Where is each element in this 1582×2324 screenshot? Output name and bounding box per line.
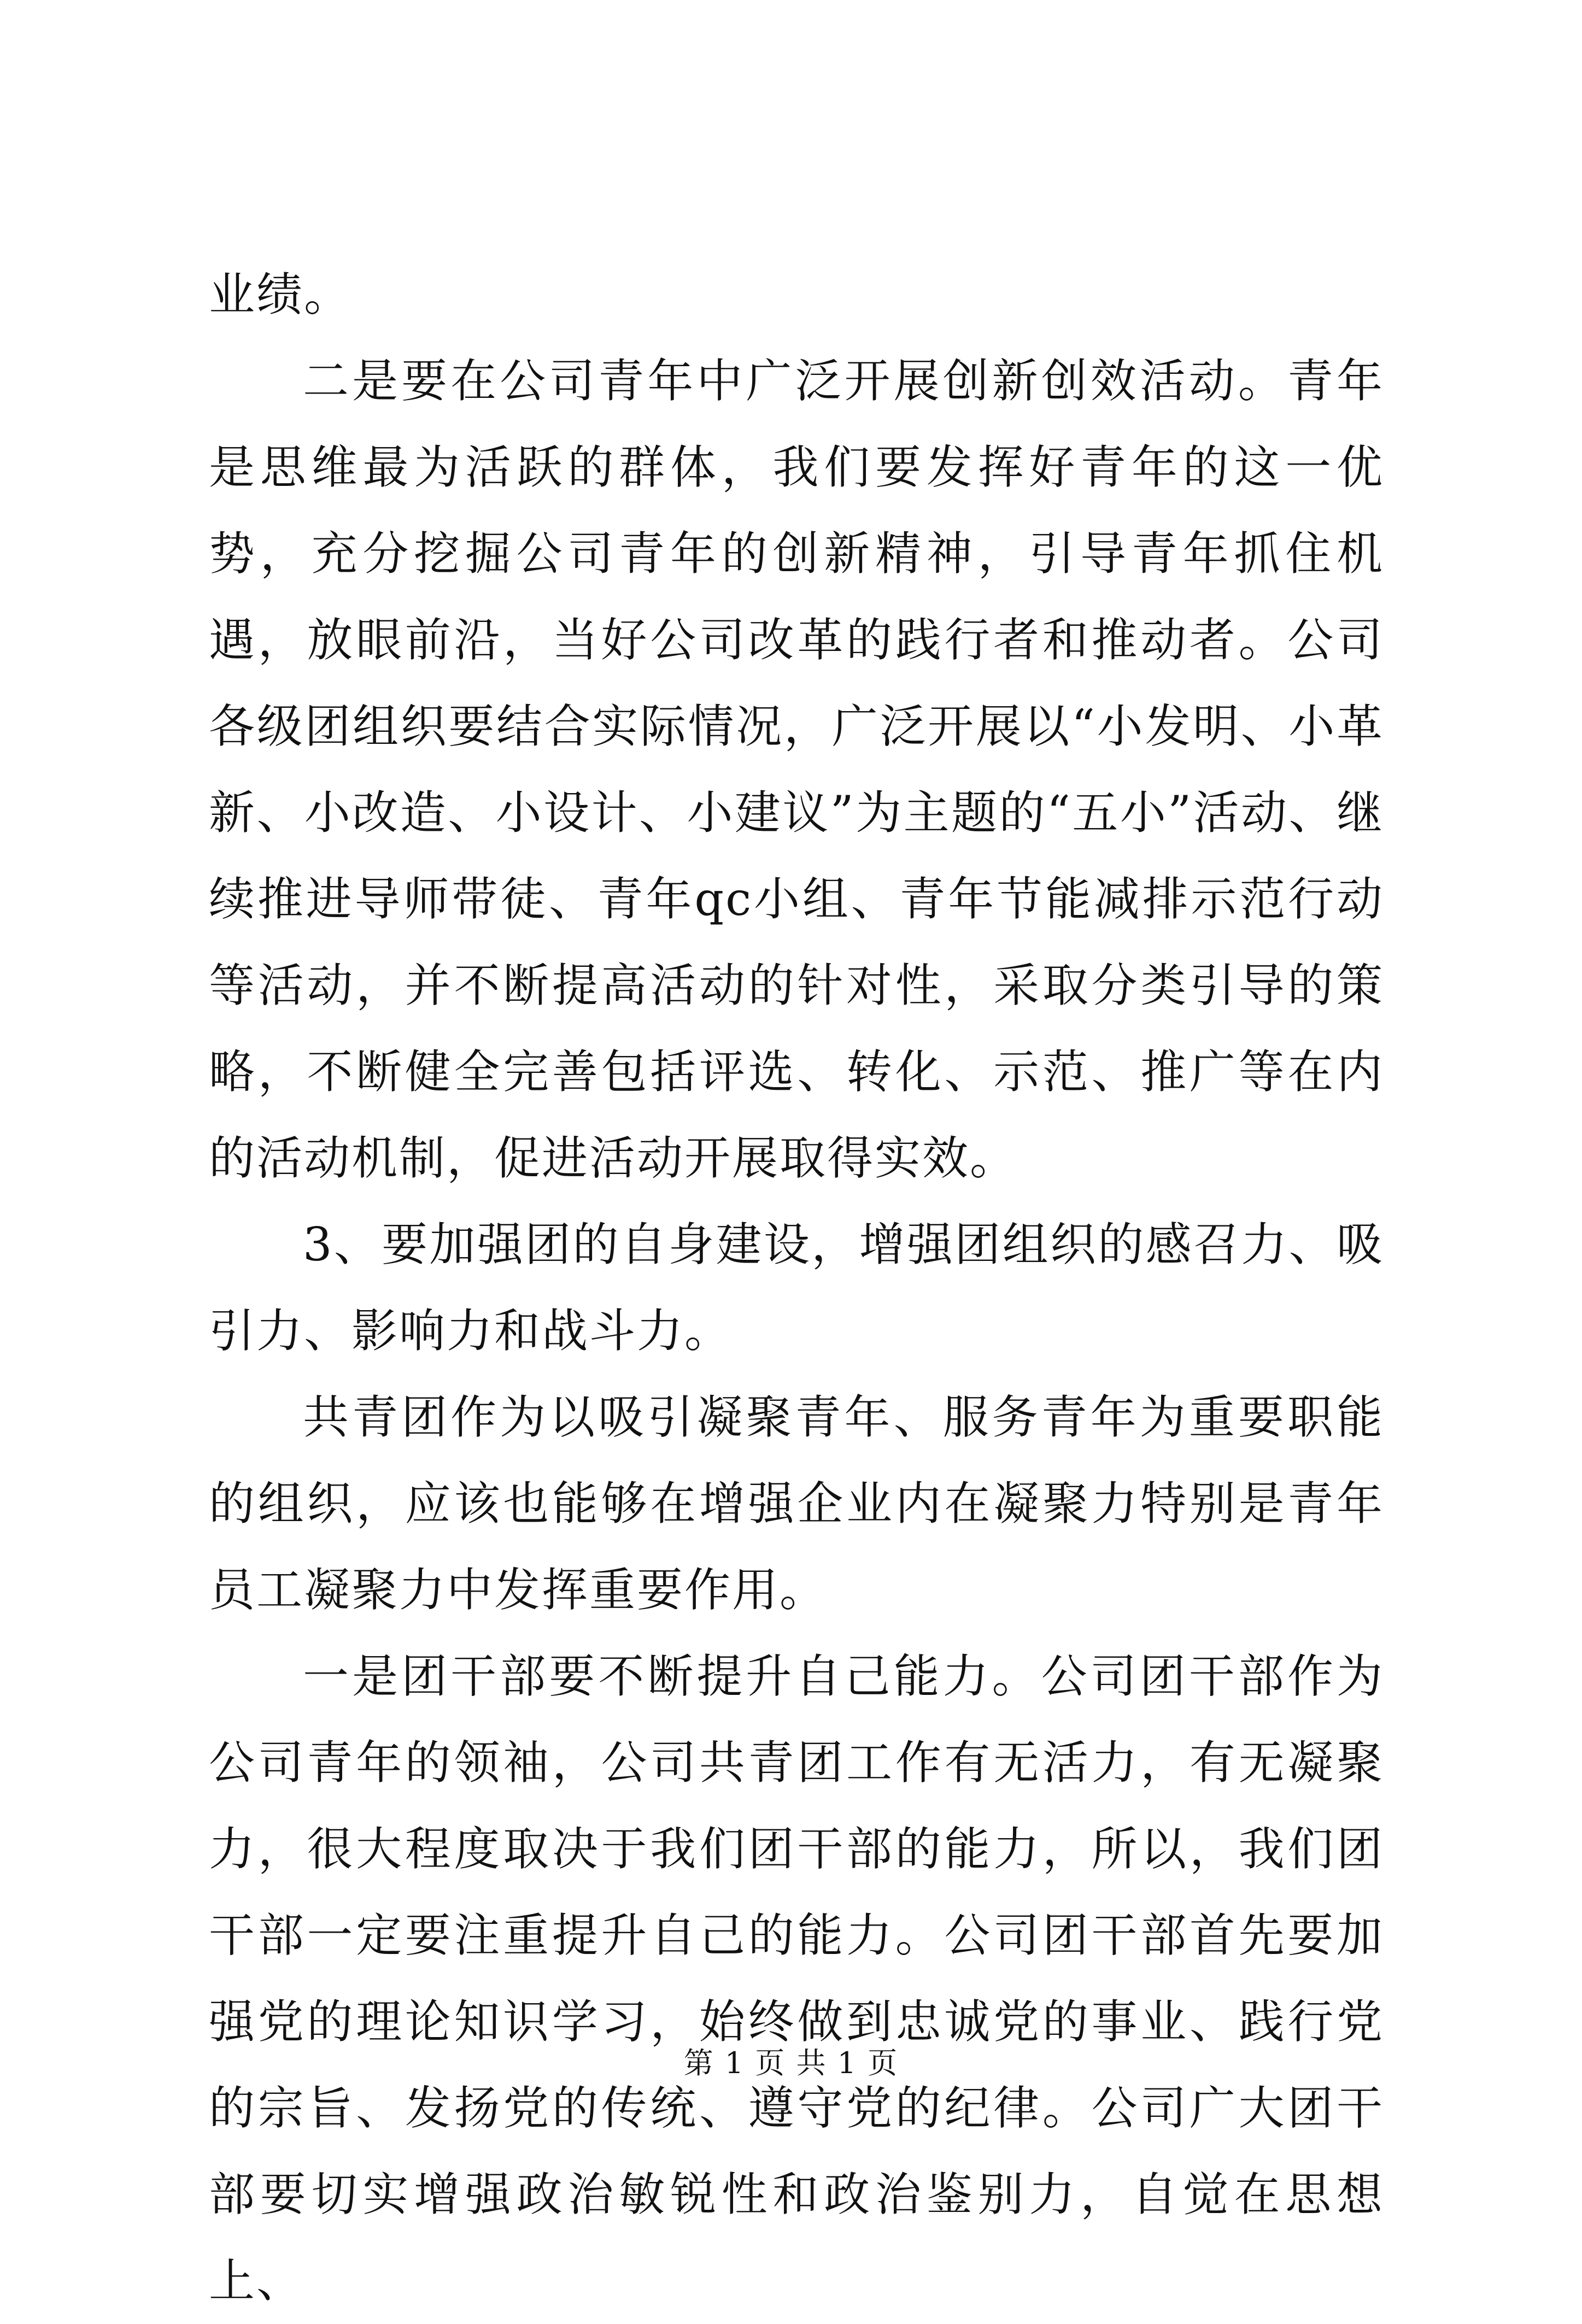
document-body (209, 251, 1384, 2324)
paragraph-continuation: 业绩。 (209, 268, 352, 321)
paragraph-innovation-activities: 二是要在公司青年中广泛开展创新创效活动。青年是思维最为活跃的群体，我们要发挥好青年的这一优势，充分挖掘公司青年的创新精神，引导青年抓住机遇，放眼前沿，当好公司改革的践行者和推动者。公司各级团组织要结合实际情况，广泛开展以“小发明、小革新、小改造、小设计、小建议”为主题的“五小”活动、继续推进导师带徒、青年qc小组、青年节能减排示范行动等活动，并不断提高活动的针对性，采取分类引导的策略，不断健全完善包括评选、转化、示范、推广等在内的活动机制，促进活动开展取得实效。 (209, 354, 1384, 1185)
paragraph-league-role: 共青团作为以吸引凝聚青年、服务青年为重要职能的组织，应该也能够在增强企业内在凝聚力特别是青年员工凝聚力中发挥重要作用。 (209, 1390, 1384, 1617)
page-footer: 第 1 页 共 1 页 (683, 2046, 899, 2080)
paragraph-cadre-ability: 一是团干部要不断提升自己能力。公司团干部作为公司青年的领袖，公司共青团工作有无活力，有无凝聚力，很大程度取决于我们团干部的能力，所以，我们团干部一定要注重提升自己的能力。公司团干部首先要加强党的理论知识学习，始终做到忠诚党的事业、践行党的宗旨、发扬党的传统、遵守党的纪律。公司广大团干部要切实增强政治敏锐性和政治鉴别力，自觉在思想上、 (209, 1650, 1384, 2308)
paragraph-section-heading-3: 3、要加强团的自身建设，增强团组织的感召力、吸引力、影响力和战斗力。 (209, 1218, 1384, 1358)
